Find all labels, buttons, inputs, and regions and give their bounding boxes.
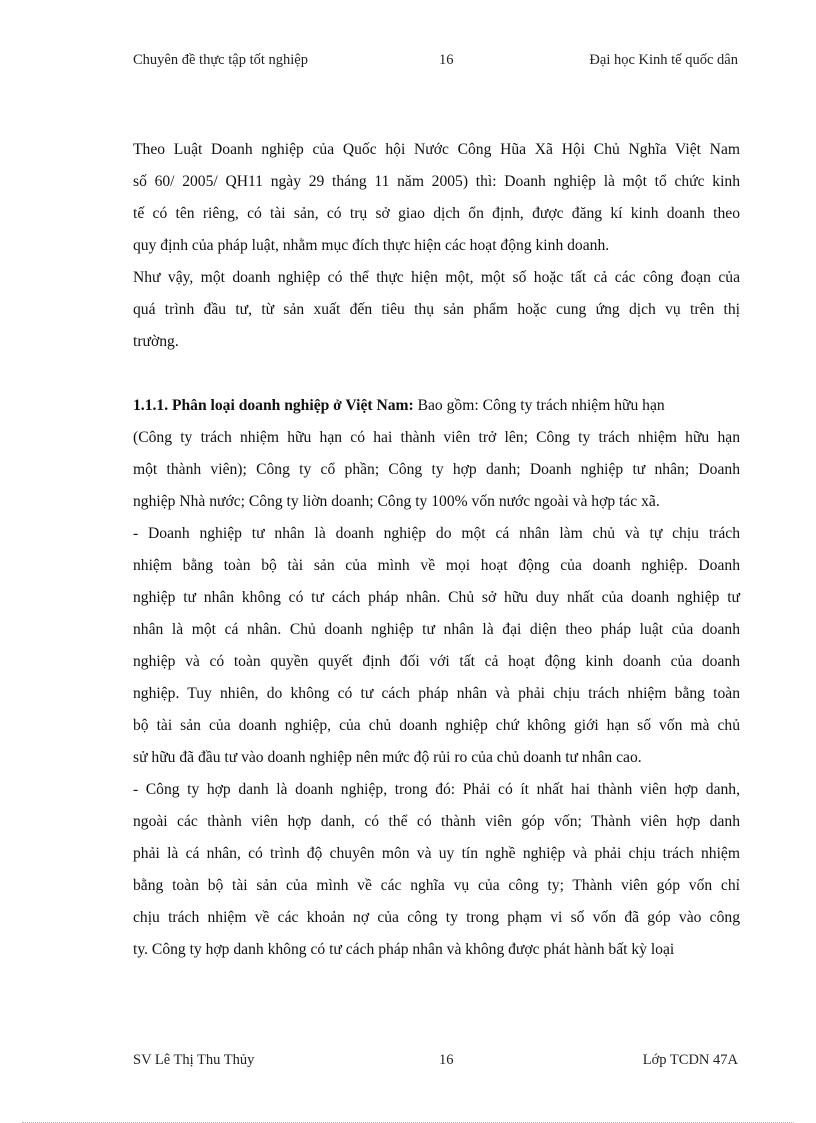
page-footer [133,1052,738,1074]
text-line: bằng toàn bộ tài sản của mình về các nghĩa vụ của công ty; Thành viên góp vốn chỉ [133,877,740,894]
section-intro-text: Bao gồm: Công ty trách nhiệm hữu hạn [413,397,665,414]
text-line: nghiệp và có toàn quyền quyết định đối với tất cả hoạt động kinh doanh của doanh [133,653,740,670]
text-line: - Doanh nghiệp tư nhân là doanh nghiệp do một cá nhân làm chủ và tự chịu trách [133,525,740,542]
text-line: sử hữu đã đầu tư vào doanh nghiệp nên mức độ rủi ro của chủ doanh tư nhân cao. [133,749,642,766]
text-line: nghiệp tư nhân không có tư cách pháp nhân. Chủ sở hữu duy nhất của doanh nghiệp tư [133,589,740,606]
text-line: nghiệp Nhà nước; Công ty liờn doanh; Công ty 100% vốn nước ngoài và hợp tác xã. [133,493,660,510]
header-title: Chuyên đề thực tập tốt nghiệp [133,52,308,68]
text-line: bộ tài sản của doanh nghiệp, của chủ doanh nghiệp chứ không giới hạn số vốn mà chủ [133,717,740,734]
text-line: quá trình đầu tư, từ sản xuất đến tiêu thụ sản phẩm hoặc cung ứng dịch vụ trên thị [133,301,740,318]
text-line: nghiệp. Tuy nhiên, do không có tư cách pháp nhân và phải chịu trách nhiệm bằng toàn [133,685,740,702]
footer-author: SV Lê Thị Thu Thủy [133,1052,255,1068]
footer-page-number: 16 [439,1052,454,1068]
text-line: số 60/ 2005/ QH11 ngày 29 tháng 11 năm 2005) thì: Doanh nghiệp là một tổ chức kinh [133,173,740,190]
page-header [133,52,738,74]
text-line: nhân là một cá nhân. Chủ doanh nghiệp tư nhân là đại diện theo pháp luật của doanh [133,621,740,638]
text-line: Theo Luật Doanh nghiệp của Quốc hội Nước Công Hũa Xã Hội Chủ Nghĩa Việt Nam [133,141,740,158]
text-line: trường. [133,333,179,350]
text-line: nhiệm bằng toàn bộ tài sản của mình về mọi hoạt động của doanh nghiệp. Doanh [133,557,740,574]
header-university: Đại học Kinh tế quốc dân [589,52,738,68]
text-line: quy định của pháp luật, nhằm mục đích thực hiện các hoạt động kinh doanh. [133,237,610,254]
section-heading-line [133,395,740,417]
text-line: phải là cá nhân, có trình độ chuyên môn và uy tín nghề nghiệp và phải chịu trách nhiệm [133,845,740,862]
header-page-number: 16 [439,52,454,68]
text-line: một thành viên); Công ty cổ phần; Công ty hợp danh; Doanh nghiệp tư nhân; Doanh [133,461,740,478]
text-line: tế có tên riêng, có tài sản, có trụ sở giao dịch ổn định, được đăng kí kinh doanh theo [133,205,740,222]
section-title: 1.1.1. Phân loại doanh nghiệp ở Việt Nam: [133,397,414,414]
footer-class: Lớp TCDN 47A [642,1052,738,1068]
text-line: - Công ty hợp danh là doanh nghiệp, trong đó: Phải có ít nhất hai thành viên hợp danh, [133,781,740,798]
text-line: ty. Công ty hợp danh không có tư cách pháp nhân và không được phát hành bất kỳ loại [133,941,675,958]
text-line: ngoài các thành viên hợp danh, có thể có thành viên góp vốn; Thành viên hợp danh [133,813,740,830]
text-line: chịu trách nhiệm về các khoản nợ của công ty trong phạm vi số vốn đã góp vào công [133,909,740,926]
text-line: Như vậy, một doanh nghiệp có thể thực hiện một, một số hoặc tất cả các công đoạn của [133,269,740,286]
text-line: (Công ty trách nhiệm hữu hạn có hai thành viên trở lên; Công ty trách nhiệm hữu hạn [133,429,740,446]
